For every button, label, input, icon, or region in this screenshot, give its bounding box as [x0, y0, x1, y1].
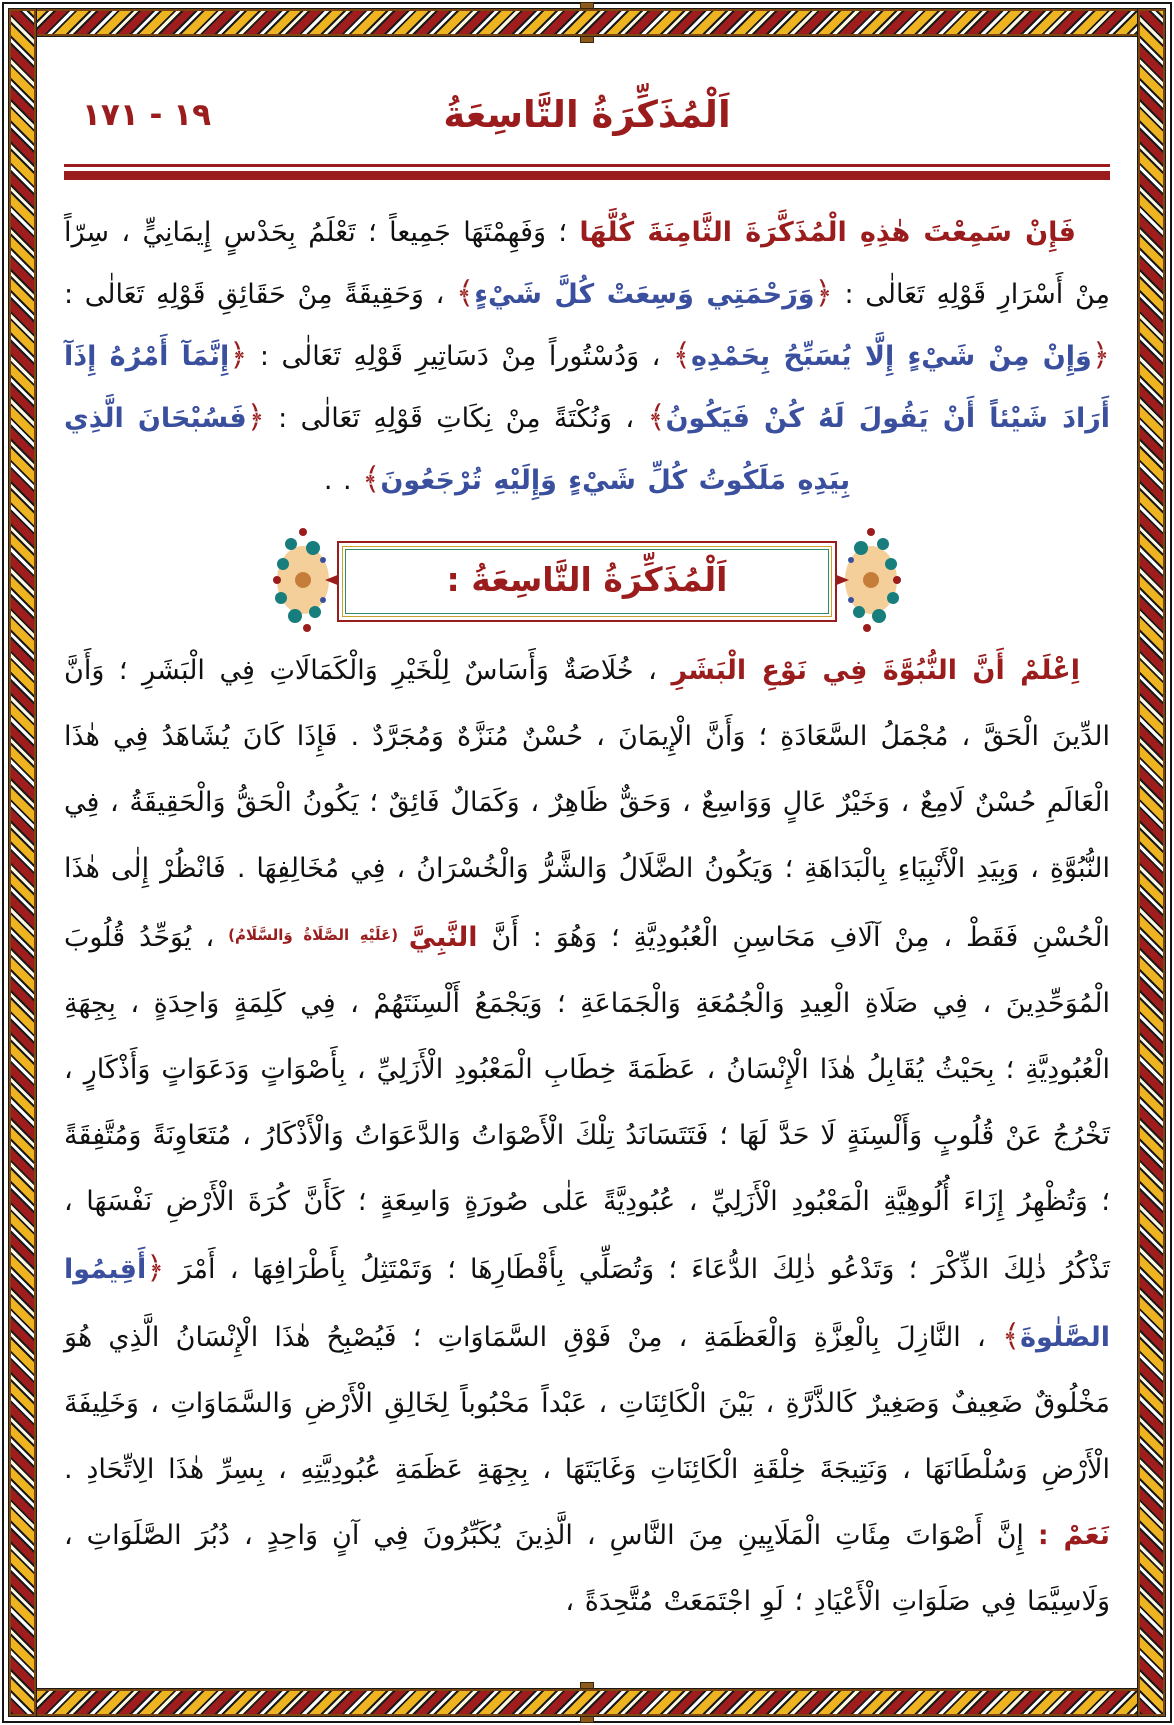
- border-tab: [580, 1716, 594, 1723]
- ornamental-border-bottom: [9, 1689, 1165, 1716]
- ornamental-border-top: [9, 9, 1165, 36]
- text-segment-black: ؛ وَفَهِمْتَهَا جَمِيعاً ؛ تَعْلَمُ بِحَدْسٍ إِيمَانِيٍّ ، سِرّاً مِنْ أَسْرَارِ قَوْلِهِ تَعَالٰى :: [64, 217, 1110, 310]
- text-segment-black: ، يُوَحِّدُ قُلُوبَ الْمُوَحِّدِينَ ، فِي صَلَاةِ الْعِيدِ وَالْجُمُعَةِ وَالْجَمَاعَةِ ؛ وَيَجْمَعُ أَلْسِنَتَهُمْ ، فِي كَلِمَةٍ وَاحِدَةٍ ، بِجِهَةِ الْعُبُودِيَّةِ ؛ بِحَيْثُ يُقَابِلُ هٰذَا الْإِنْسَانُ ، عَظَمَةَ خِطَابِ الْمَعْبُودِ الْأَزَلِيِّ ، بِأَصْوَاتٍ وَدَعَوَاتٍ وَأَذْكَارٍ ، تَخْرُجُ عَنْ قُلُوبٍ وَأَلْسِنَةٍ لَا حَدَّ لَهَا ؛ فَتَتَسَانَدُ تِلْكَ الْأَصْوَاتُ وَالدَّعَوَاتُ وَالْأَذْكَارُ ، مُتَعَاوِنَةً وَمُتَّفِقَةً ؛ وَتُظْهِرُ إِزَاءَ أُلُوهِيَّةِ الْمَعْبُودِ الْأَزَلِيِّ ، عُبُودِيَّةً عَلٰى صُورَةٍ وَاسِعَةٍ ؛ كَأَنَّ كُرَةَ الْأَرْضِ نَفْسَهَا ، تَذْكُرُ ذٰلِكَ الذِّكْرَ ؛ وَتَدْعُو ذٰلِكَ الدُّعَاءَ ؛ وَتُصَلِّي بِأَقْطَارِهَا ؛ وَتَمْتَثِلُ بِأَطْرَافِهَا ، أَمْرَ: [64, 922, 1110, 1285]
- text-segment-bracket: ﴿: [246, 399, 265, 435]
- page-content: [64, 48, 1110, 1679]
- divider-thick-line: [64, 171, 1110, 180]
- page-header: [64, 76, 1110, 154]
- floral-ornament-svg: [825, 520, 909, 640]
- text-segment-seal: (عَلَيْهِ الصَّلَاةُ وَالسَّلَامُ): [228, 926, 409, 944]
- header-divider: [64, 164, 1110, 180]
- text-segment-black: ، وَنُكْتَةً مِنْ نِكَاتِ قَوْلِهِ تَعَالٰى :: [264, 403, 648, 434]
- text-segment-black: ، وَدُسْتُوراً مِنْ دَسَاتِيرِ قَوْلِهِ تَعَالٰى :: [247, 341, 673, 372]
- text-segment-bracket: ﴿: [229, 337, 248, 373]
- section-box-green-line: [345, 549, 829, 614]
- text-segment-red: نَعَمْ :: [1037, 1520, 1110, 1551]
- text-segment-black: ، خُلَاصَةٌ وَأَسَاسٌ لِلْخَيْرِ وَالْكَمَالَاتِ فِي الْبَشَرِ ؛ وَأَنَّ الدِّينَ الْحَقَّ ، مُجْمَلُ السَّعَادَةِ ؛ وَأَنَّ الْإِيمَانَ ، حُسْنٌ مُنَزَّهٌ وَمُجَرَّدٌ . فَإِذَا كَانَ يُشَاهَدُ فِي هٰذَا الْعَالَمِ حُسْنٌ لَامِعٌ ، وَخَيْرٌ عَالٍ وَوَاسِعٌ ، وَحَقٌّ ظَاهِرٌ ، وَكَمَالٌ فَائِقٌ ؛ يَكُونُ الْحَقُّ وَالْحَقِيقَةُ ، فِي النُّبُوَّةِ ، وَبِيَدِ الْأَنْبِيَاءِ بِالْبَدَاهَةِ ؛ وَيَكُونُ الضَّلَالُ وَالشَّرُّ وَالْخُسْرَانُ ، فِي مُخَالِفِهَا . فَانْظُرْ إِلٰى هٰذَا الْحُسْنِ فَقَطْ ، مِنْ آلَافِ مَحَاسِنِ الْعُبُودِيَّةِ ؛ وَهُوَ : أَنَّ: [64, 655, 1110, 953]
- floral-ornament-right: [825, 520, 909, 644]
- intro-paragraph: [64, 202, 1110, 511]
- section-heading-box: [337, 541, 837, 622]
- text-segment-bracket: ﴾: [362, 461, 381, 497]
- ornamental-border-right: [1138, 9, 1165, 1716]
- text-segment-bracket: ﴾: [1001, 1318, 1021, 1354]
- text-segment-blue: إِنَّمَآ أَمْرُهُ إِذَآ أَرَادَ شَيْئاً أَنْ يَقُولَ لَهُ كُنْ فَيَكُونُ: [64, 341, 1111, 434]
- text-segment-bracket: ﴿: [814, 275, 833, 311]
- text-segment-black: ، وَحَقِيقَةً مِنْ حَقَائِقِ قَوْلِهِ تَعَالٰى :: [64, 279, 457, 310]
- border-tab: [580, 36, 594, 43]
- section-title: اَلْمُذَكِّرَةُ التَّاسِعَةُ :: [446, 560, 728, 599]
- text-segment-blue: وَرَحْمَتِي وَسِعَتْ كُلَّ شَيْءٍ: [474, 279, 815, 310]
- body-paragraph: [64, 638, 1110, 1635]
- section-box-gold-line: [342, 546, 832, 617]
- text-segment-black: إِنَّ أَصْوَاتَ مِئَاتِ الْمَلَايِينِ مِنَ النَّاسِ ، الَّذِينَ يُكَبِّرُونَ فِي آنٍ وَاحِدٍ ، دُبُرَ الصَّلَوَاتِ ، وَلَاسِيَّمَا فِي صَلَوَاتِ الْأَعْيَادِ ؛ لَوِ اجْتَمَعَتْ مُتَّحِدَةً ،: [64, 1520, 1110, 1617]
- text-segment-blue: وَإِنْ مِنْ شَيْءٍ إِلَّا يُسَبِّحُ بِحَمْدِهِ: [690, 341, 1092, 372]
- text-segment-blue: أَقِيمُوا الصَّلٰوةَ: [64, 1254, 1110, 1353]
- text-segment-black: . .: [323, 465, 363, 496]
- text-segment-blue: فَسُبْحَانَ الَّذِي بِيَدِهِ مَلَكُوتُ كُلِّ شَيْءٍ وَإِلَيْهِ تُرْجَعُونَ: [64, 403, 851, 496]
- text-segment-bracket: ﴾: [456, 275, 475, 311]
- text-segment-red: فَإِنْ سَمِعْتَ هٰذِهِ الْمُذَكَّرَةَ الثَّامِنَةَ كُلَّهَا: [579, 217, 1076, 248]
- text-segment-red: اِعْلَمْ أَنَّ النُّبُوَّةَ فِي نَوْعِ الْبَشَرِ: [671, 655, 1080, 686]
- border-tab: [580, 2, 594, 9]
- page-number: ١٩ - ١٧١: [82, 97, 212, 133]
- ornamental-border-left: [9, 9, 36, 1716]
- text-segment-black: ، النَّازِلَ بِالْعِزَّةِ وَالْعَظَمَةِ ، مِنْ فَوْقِ السَّمَاوَاتِ ؛ فَيُصْبِحُ هٰذَا الْإِنْسَانُ الَّذِي هُوَ مَخْلُوقٌ ضَعِيفٌ وَصَغِيرٌ كَالذَّرَّةِ ، بَيْنَ الْكَائِنَاتِ ، عَبْداً مَحْبُوباً لِخَالِقِ الْأَرْضِ وَالسَّمَاوَاتِ ، وَخَلِيفَةَ الْأَرْضِ وَسُلْطَانَهَا ، وَنَتِيجَةَ خِلْقَةِ الْكَائِنَاتِ وَغَايَتَهَا ، بِجِهَةِ عَظَمَةِ عُبُودِيَّتِهِ ، بِسِرِّ هٰذَا الِاتِّحَادِ .: [64, 1322, 1110, 1485]
- text-segment-bracket: ﴿: [146, 1250, 165, 1286]
- text-segment-red: النَّبِيَّ: [408, 922, 478, 953]
- text-segment-bracket: ﴿: [1091, 337, 1110, 373]
- border-tab: [580, 1682, 594, 1689]
- section-heading-box-wrap: [337, 541, 837, 622]
- page-title: اَلْمُذَكِّرَةُ التَّاسِعَةُ: [443, 93, 731, 136]
- text-segment-bracket: ﴾: [647, 399, 666, 435]
- text-segment-bracket: ﴾: [672, 337, 691, 373]
- divider-thin-line: [64, 164, 1110, 167]
